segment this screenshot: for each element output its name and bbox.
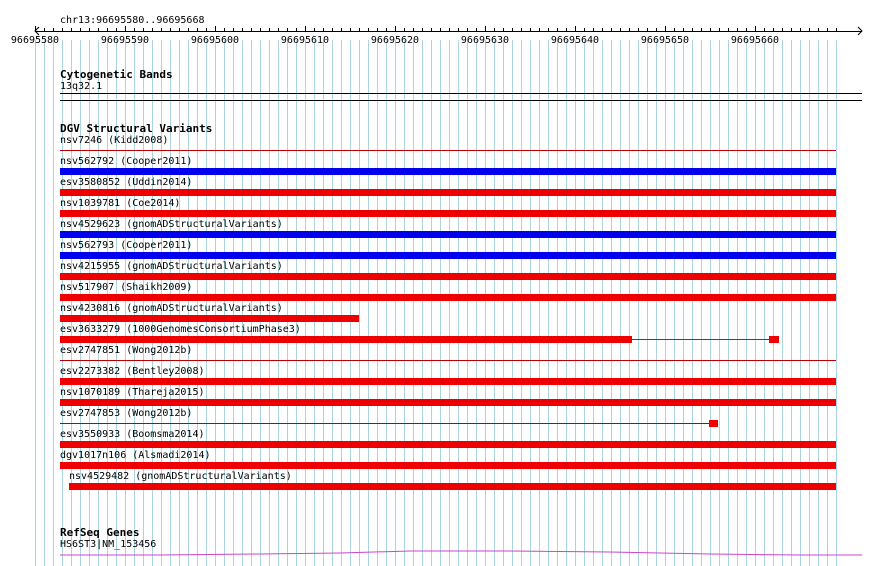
- refseq-gene-feature[interactable]: [0, 546, 890, 558]
- dgv-variant-feature[interactable]: [60, 399, 836, 406]
- dgv-variant-label[interactable]: esv2747851 (Wong2012b): [60, 345, 193, 356]
- dgv-variant-feature[interactable]: [60, 441, 836, 448]
- ruler-tick-label: 96695630: [460, 35, 510, 46]
- ruler-axis: [35, 31, 862, 32]
- dgv-variant-feature[interactable]: [769, 336, 779, 343]
- dgv-variant-feature[interactable]: [60, 231, 836, 238]
- dgv-variant-feature[interactable]: [60, 189, 836, 196]
- dgv-variant-label[interactable]: nsv562792 (Cooper2011): [60, 156, 193, 167]
- dgv-variant-feature[interactable]: [60, 252, 836, 259]
- dgv-variant-feature[interactable]: [60, 294, 836, 301]
- dgv-variant-feature[interactable]: [60, 360, 836, 361]
- dgv-variant-label[interactable]: nsv1039781 (Coe2014): [60, 198, 181, 209]
- dgv-variant-label[interactable]: nsv4230816 (gnomADStructuralVariants): [60, 303, 283, 314]
- ruler-region-label: chr13:96695580..96695668: [60, 15, 205, 26]
- dgv-variant-label[interactable]: esv3633279 (1000GenomesConsortiumPhase3): [60, 324, 301, 335]
- dgv-variant-feature[interactable]: [60, 315, 359, 322]
- ruler-tick-label: 96695640: [550, 35, 600, 46]
- ruler-tick-label: 96695580: [10, 35, 60, 46]
- dgv-variant-feature[interactable]: [632, 339, 769, 340]
- dgv-variant-label[interactable]: nsv562793 (Cooper2011): [60, 240, 193, 251]
- dgv-variant-label[interactable]: esv2747853 (Wong2012b): [60, 408, 193, 419]
- refseq-gene-label[interactable]: HS6ST3|NM_153456: [60, 539, 157, 550]
- dgv-variant-label[interactable]: nsv1070189 (Thareja2015): [60, 387, 205, 398]
- dgv-variant-feature[interactable]: [709, 420, 718, 427]
- dgv-variant-label[interactable]: esv3550933 (Boomsma2014): [60, 429, 205, 440]
- dgv-variant-feature[interactable]: [60, 336, 632, 343]
- ruler-tick-label: 96695610: [280, 35, 330, 46]
- dgv-variant-feature[interactable]: [60, 462, 836, 469]
- ruler-tick-label: 96695660: [730, 35, 780, 46]
- ruler-tick-label: 96695650: [640, 35, 690, 46]
- ruler-tick-label: 96695590: [100, 35, 150, 46]
- dgv-track-title[interactable]: DGV Structural Variants: [60, 122, 213, 135]
- cytoband-label[interactable]: 13q32.1: [60, 81, 103, 92]
- dgv-variant-label[interactable]: nsv7246 (Kidd2008): [60, 135, 169, 146]
- dgv-variant-label[interactable]: nsv517907 (Shaikh2009): [60, 282, 193, 293]
- ruler-tick-label: 96695600: [190, 35, 240, 46]
- dgv-variant-feature[interactable]: [60, 150, 836, 151]
- cytoband-line: [60, 93, 862, 94]
- dgv-variant-feature[interactable]: [60, 168, 836, 175]
- track-separator: [60, 100, 862, 101]
- dgv-variant-label[interactable]: esv2273382 (Bentley2008): [60, 366, 205, 377]
- dgv-variant-feature[interactable]: [60, 273, 836, 280]
- dgv-variant-feature[interactable]: [60, 210, 836, 217]
- ruler-tick-label: 96695620: [370, 35, 420, 46]
- dgv-variant-feature[interactable]: [69, 483, 836, 490]
- cytobands-track-title[interactable]: Cytogenetic Bands: [60, 68, 173, 81]
- refseq-track-title[interactable]: RefSeq Genes: [60, 526, 140, 539]
- dgv-variant-label[interactable]: nsv4529482 (gnomADStructuralVariants): [69, 471, 292, 482]
- dgv-variant-label[interactable]: dgv1017n106 (Alsmadi2014): [60, 450, 211, 461]
- dgv-variant-feature[interactable]: [60, 378, 836, 385]
- dgv-variant-feature[interactable]: [60, 423, 709, 424]
- dgv-variant-label[interactable]: nsv4529623 (gnomADStructuralVariants): [60, 219, 283, 230]
- dgv-variant-label[interactable]: esv3580852 (Uddin2014): [60, 177, 193, 188]
- dgv-variant-label[interactable]: nsv4215955 (gnomADStructuralVariants): [60, 261, 283, 272]
